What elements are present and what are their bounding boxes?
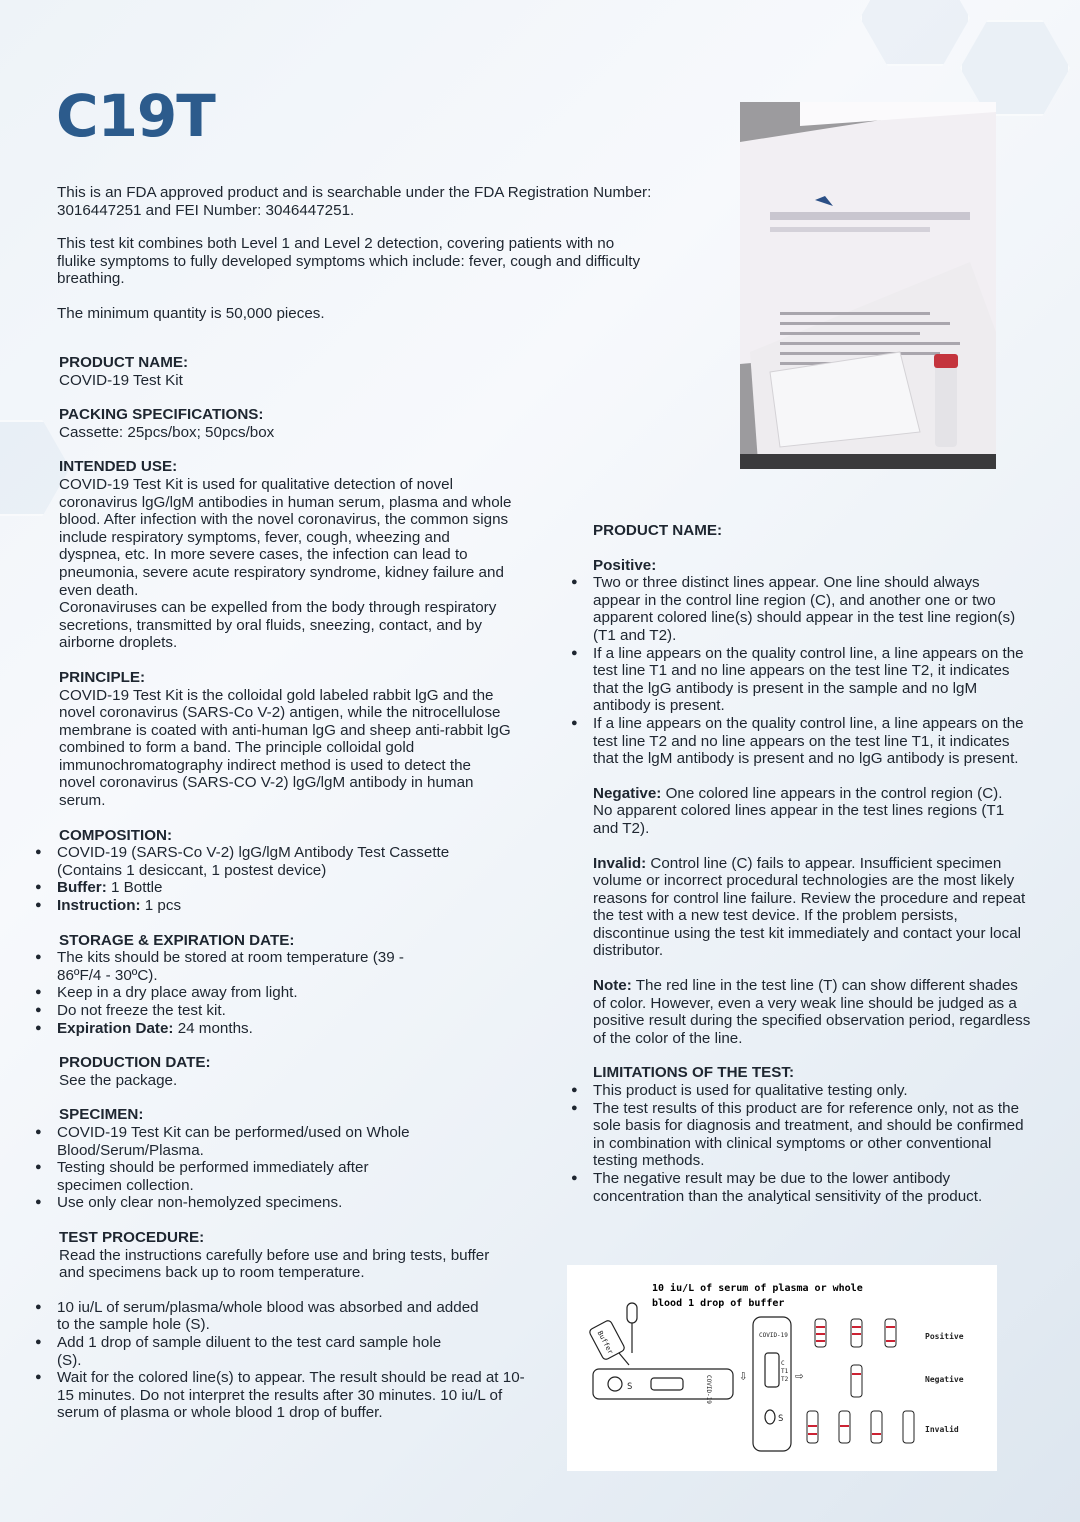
list-item-text: Keep in a dry place away from light.: [57, 984, 298, 1002]
section-heading: COMPOSITION:: [59, 826, 173, 844]
result-window-invalid-1: [807, 1411, 818, 1443]
list-item-text: Add 1 drop of sample diluent to the test card sample hole (S).: [57, 1333, 442, 1369]
positive-section: [593, 557, 1033, 768]
list-item-text: 1 Bottle: [106, 879, 163, 897]
section-text: Control line (C) fails to appear. Insufficient specimen volume or incorrect procedural technologies are the most likely reasons for control line failure. Review the procedure and repeat the test with a new test device. If the problem persists, discontinue using the test kit immediately and contact your local distributor.: [593, 854, 1026, 960]
cassette-horizontal-icon: [593, 1369, 733, 1404]
list-item-label: Expiration Date:: [57, 1019, 174, 1037]
cassette-label: COVID-19: [705, 1375, 712, 1404]
section-heading: PRODUCT NAME:: [59, 354, 189, 371]
test-procedure-section: [57, 1228, 525, 1422]
limitations-list: [593, 1082, 1033, 1205]
list-item: [57, 1002, 521, 1020]
intro-paragraph-1: This is an FDA approved product and is searchable under the FDA Registration Number: 3016447251 and FEI Number: 3046447251.: [57, 184, 652, 219]
background-hexagon: [860, 0, 970, 66]
list-item-text: If a line appears on the quality control line, a line appears on the test line T2 and no line appears on the test line T1, it indicates that the lgM antibody is present and no lgG antibody is present.: [593, 714, 1024, 768]
buffer-bottle-icon: [588, 1303, 637, 1365]
diagram-caption-line2: blood 1 drop of buffer: [652, 1298, 785, 1309]
label-invalid: Invalid:: [593, 854, 647, 872]
c-label: C: [781, 1360, 785, 1367]
section-text: COVID-19 Test Kit is used for qualitative detection of novel coronavirus lgG/lgM antibodies in human serum, plasma and whole blood. After infection with the novel coronavirus, the common signs include respiratory symptoms, fever, cough, wheezing and dyspnea, etc. In more severe cases, the infection can lead to pneumonia, severe acute respiratory syndrome, kidney failure and even death.: [59, 475, 512, 599]
negative-section: [593, 785, 1013, 838]
result-window-positive-3: [885, 1319, 896, 1347]
list-item: [57, 897, 521, 915]
result-window-positive-1: [815, 1319, 826, 1347]
list-item: [593, 1082, 1033, 1100]
list-item: [57, 1334, 457, 1369]
right-column: [593, 522, 1033, 1205]
note-section: [593, 977, 1033, 1047]
list-item: [57, 1124, 447, 1159]
section-text: Cassette: 25pcs/box; 50pcs/box: [59, 423, 275, 441]
product-name-section: [59, 354, 521, 389]
list-item-text: COVID-19 (SARS-Co V-2) lgG/lgM Antibody Test Cassette (Contains 1 desiccant, 1 postest device): [57, 844, 450, 879]
list-item: [57, 1369, 527, 1422]
list-item-text: Wait for the colored line(s) to appear. The result should be read at 10-15 minutes. Do not interpret the results after 30 minutes. 10 iu/L of serum of plasma or whole blood 1 drop of buffer.: [57, 1369, 525, 1422]
section-text: The red line in the test line (T) can show different shades of color. However, even a very weak line should be judged as a positive result during the specified observation period, regardless of the color of the line.: [593, 977, 1031, 1047]
result-window-negative: [851, 1365, 862, 1397]
list-item-text: The negative result may be due to the lower antibody concentration than the analytical sensitivity of the product.: [593, 1170, 983, 1205]
s-label: S: [778, 1414, 784, 1424]
result-window-positive-2: [851, 1319, 862, 1347]
intended-use-section: [59, 458, 515, 652]
section-heading: PACKING SPECIFICATIONS:: [59, 406, 264, 424]
section-text: Read the instructions carefully before use and bring tests, buffer and specimens back up to room temperature.: [59, 1246, 490, 1282]
list-item: [57, 949, 407, 984]
result-window-invalid-2: [839, 1411, 850, 1443]
label-note: Note:: [593, 977, 632, 995]
section-heading: PRINCIPLE:: [59, 668, 146, 686]
list-item: [593, 574, 1023, 644]
composition-section: [59, 827, 521, 915]
intro-paragraph-2: This test kit combines both Level 1 and Level 2 detection, covering patients with no flulike symptoms to fully developed symptoms which include: fever, cough and difficulty breathing.: [57, 235, 641, 288]
section-text: COVID-19 Test Kit: [59, 371, 183, 389]
list-item-text: Two or three distinct lines appear. One line should always appear in the control line region (C), and another one or two apparent colored line(s) should appear in the test line region(s) (T1 and T2).: [593, 574, 1016, 644]
list-item: [57, 1299, 487, 1334]
test-result-diagram: [567, 1265, 997, 1471]
buffer-label: Buffer: [595, 1329, 615, 1356]
section-text: COVID-19 Test Kit is the colloidal gold labeled rabbit lgG and the novel coronavirus (SARS-Co V-2) antigen, while the nitrocellulose membrane is coated with anti-human lgG and sheep anti-rabbit lgG combined to form a band. The principle colloidal gold immunochromatography indirect method is used to detect the novel coronavirus (SARS-CO V-2) lgG/lgM antibody in human serum.: [59, 686, 511, 810]
arrow-icon: ⇩: [739, 1368, 748, 1384]
packing-section: [59, 406, 521, 441]
negative-label: Negative: [925, 1375, 964, 1384]
list-item-text: Testing should be performed immediately after specimen collection.: [57, 1159, 369, 1194]
list-item-text: The test results of this product are for reference only, not as the sole basis for diagnosis and treatment, and should be confirmed in combination with clinical symptoms or other conventional testing methods.: [593, 1099, 1024, 1170]
list-item: [593, 1100, 1025, 1170]
storage-list: [57, 949, 521, 1037]
section-heading: PRODUCTION DATE:: [59, 1054, 211, 1072]
principle-section: [59, 669, 511, 810]
section-heading: Positive:: [593, 556, 657, 574]
cassette-vertical-label: COVID-19: [759, 1332, 788, 1339]
result-window-invalid-3: [871, 1411, 882, 1443]
cassette-vertical-icon: [753, 1317, 791, 1451]
section-heading: INTENDED USE:: [59, 458, 178, 476]
list-item-text: 24 months.: [173, 1019, 253, 1037]
section-heading: LIMITATIONS OF THE TEST:: [593, 1064, 795, 1082]
procedure-list: [57, 1299, 527, 1422]
section-heading: STORAGE & EXPIRATION DATE:: [59, 931, 295, 949]
list-item: [593, 1170, 1033, 1205]
section-text: One colored line appears in the control region (C). No apparent colored lines appear in the test lines regions (T1 and T2).: [593, 784, 1005, 837]
invalid-label: Invalid: [925, 1425, 959, 1434]
intro-paragraph-3: The minimum quantity is 50,000 pieces.: [57, 305, 325, 322]
sample-hole-label: S: [627, 1382, 633, 1392]
result-window-invalid-4: [903, 1411, 914, 1443]
list-item-text: The kits should be stored at room temperature (39 - 86ºF/4 - 30ºC).: [57, 949, 404, 984]
diagram-illustration: [567, 1265, 997, 1471]
list-item-text: 1 pcs: [140, 897, 182, 915]
product-photo: [740, 102, 996, 469]
section-heading: TEST PROCEDURE:: [59, 1228, 205, 1246]
t1-label: T1: [781, 1368, 789, 1375]
section-heading: PRODUCT NAME:: [593, 522, 723, 539]
list-item-text: This product is used for qualitative testing only.: [593, 1082, 908, 1100]
list-item: [57, 1194, 521, 1212]
section-text: See the package.: [59, 1071, 178, 1089]
specimen-list: [57, 1124, 521, 1212]
list-item-text: Do not freeze the test kit.: [57, 1002, 226, 1019]
arrow-icon: ⇨: [795, 1368, 804, 1384]
list-item: [57, 879, 521, 897]
product-photo-illustration: [740, 102, 996, 469]
list-item: [57, 844, 477, 879]
left-column: [57, 354, 525, 1422]
page-title: C19T: [56, 82, 215, 150]
list-item-text: Use only clear non-hemolyzed specimens.: [57, 1194, 343, 1212]
specimen-section: [59, 1106, 521, 1212]
list-item-text: 10 iu/L of serum/plasma/whole blood was absorbed and added to the sample hole (S).: [57, 1298, 479, 1334]
t2-label: T2: [781, 1376, 789, 1383]
positive-label: Positive: [925, 1332, 964, 1341]
list-item: [57, 1020, 521, 1038]
storage-section: [59, 932, 521, 1038]
list-item-label: Instruction:: [57, 897, 141, 915]
production-date-section: [59, 1054, 521, 1089]
diagram-caption-line1: 10 iu/L of serum of plasma or whole: [652, 1283, 863, 1294]
label-negative: Negative:: [593, 784, 662, 802]
positive-list: [593, 574, 1033, 768]
list-item: [57, 1159, 417, 1194]
list-item-text: COVID-19 Test Kit can be performed/used on Whole Blood/Serum/Plasma.: [57, 1123, 410, 1159]
list-item-text: If a line appears on the quality control line, a line appears on the test line T1 and no line appears on the test line T2, it indicates that the lgG antibody is present in the sample and no lgM antibody is present.: [593, 644, 1024, 715]
list-item-label: Buffer:: [57, 879, 107, 897]
limitations-section: [593, 1064, 1033, 1205]
section-text: Coronaviruses can be expelled from the body through respiratory secretions, transmitted by oral fluids, sneezing, contact, and by airborne droplets.: [59, 599, 497, 652]
invalid-section: [593, 855, 1033, 961]
list-item: [593, 645, 1029, 715]
composition-list: [57, 844, 521, 914]
section-heading: SPECIMEN:: [59, 1106, 144, 1124]
list-item: [593, 715, 1029, 768]
list-item: [57, 984, 521, 1002]
